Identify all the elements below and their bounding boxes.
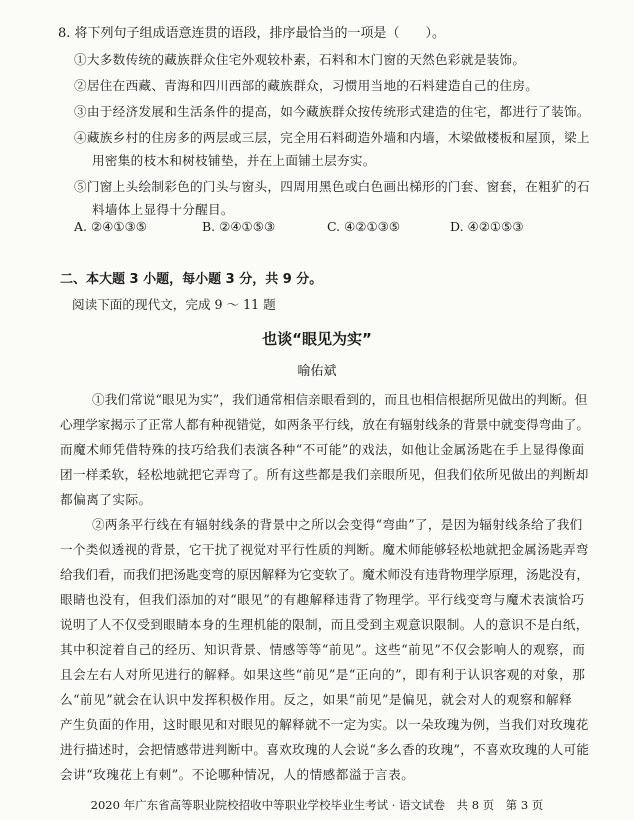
section-title: 二、本大题 3 小题，每小题 3 分，共 9 分。 [60, 272, 323, 287]
article-line: 都偏离了实际。 [60, 492, 152, 507]
article-line: 且会左右人对所见进行的解释。如果这些“前见”是“正向的”，即有利于认识客观的对象，那 [60, 667, 586, 682]
sentence-2: ②居住在西藏、青海和四川西部的藏族群众，习惯用当地的石料建造自己的住房。 [74, 78, 539, 93]
article-line: 眼睛也没有，但我们添加的对“眼见”的有趣解释违背了物理学。平行线变弯与魔术表演恰巧 [60, 592, 585, 607]
article-line: 会讲“玫瑰花上有刺”。不论哪种情况，人的情感都溢于言表。 [60, 767, 415, 782]
article-author: 喻佑斌 [297, 364, 337, 379]
article-line: 说明了人不仅受到眼睛本身的生理机能的限制，而且受到主观意识限制。人的意识不是白纸， [60, 617, 589, 632]
article-line: 么“前见”就会在认识中发挥积极作用。反之，如果“前见”是偏见，就会对人的观察和解释 [60, 692, 573, 707]
page-footer: 2020 年广东省高等职业院校招收中等职业学校毕业生考试 · 语文试卷 共 8 页 第 3 页 [90, 798, 544, 812]
sentence-5: ⑤门窗上头绘制彩色的门头与窗头，四周用黑色或白色画出梯形的门套、窗套，在粗犷的石 [74, 179, 590, 194]
option-a[interactable]: A. ②④①③⑤ [74, 219, 148, 234]
article-line: ②两条平行线在有辐射线条的背景中之所以会变得“弯曲”了，是因为辐射线条给了我们 [92, 517, 583, 532]
article-line: 进行描述时，会把情感带进判断中。喜欢玫瑰的人会说“多么香的玫瑰”，不喜欢玫瑰的人可能 [60, 742, 590, 757]
option-b[interactable]: B. ②④①⑤③ [202, 219, 276, 234]
sentence-5-cont: 料墙体上显得十分醒目。 [92, 202, 234, 217]
article-line: 团一样柔软，轻松地就把它弄弯了。所有这些都是我们亲眼所见，但我们依所见做出的判断却 [60, 467, 589, 482]
article-line: 一个类似透视的背景，它干扰了视觉对平行性质的判断。魔术师能够轻松地就把金属汤匙弄弯 [60, 542, 589, 557]
section-instruction: 阅读下面的现代文，完成 9 ～ 11 题 [72, 297, 276, 312]
sentence-1: ①大多数传统的藏族群众住宅外观较朴素，石料和木门窗的天然色彩就是装饰。 [74, 52, 526, 67]
sentence-4-cont: 用密集的枝木和树枝铺垫，并在上面铺土层夯实。 [92, 153, 376, 168]
article-line: 而魔术师凭借特殊的技巧给我们表演各种“不可能”的戏法，如他让金属汤匙在手上显得像面 [60, 442, 585, 457]
sentence-4: ④藏族乡村的住房多的两层或三层，完全用石料砌造外墙和内墙，木梁做楼板和屋顶，梁上 [74, 130, 590, 145]
article-line: 给我们看，而我们把汤匙变弯的原因解释为它变软了。魔术师没有违背物理学原理，汤匙没有， [60, 567, 589, 582]
article-line: ①我们常说“眼见为实”，我们通常相信亲眼看到的，而且也相信根据所见做出的判断。但 [92, 392, 588, 407]
option-d[interactable]: D. ④②①⑤③ [450, 219, 524, 234]
sentence-3: ③由于经济发展和生活条件的提高，如今藏族群众按传统形式建造的住宅，都进行了装饰。 [74, 104, 590, 119]
article-line: 心理学家揭示了正常人都有种视错觉，如两条平行线，放在有辐射线条的背景中就变得弯曲了。 [60, 417, 589, 432]
article-line: 产生负面的作用，这时眼见和对眼见的解释就不一定为实。以一朵玫瑰为例，当我们对玫瑰花 [60, 717, 589, 732]
article-title: 也谈“眼见为实” [262, 330, 372, 348]
article-line: 其中积淀着自己的经历、知识背景、情感等等“前见”。这些“前见”不仅会影响人的观察，而 [60, 642, 586, 657]
question-stem: 8. 将下列句子组成语意连贯的语段，排序最恰当的一项是（ ）。 [58, 26, 446, 41]
option-c[interactable]: C. ④②①③⑤ [327, 219, 401, 234]
